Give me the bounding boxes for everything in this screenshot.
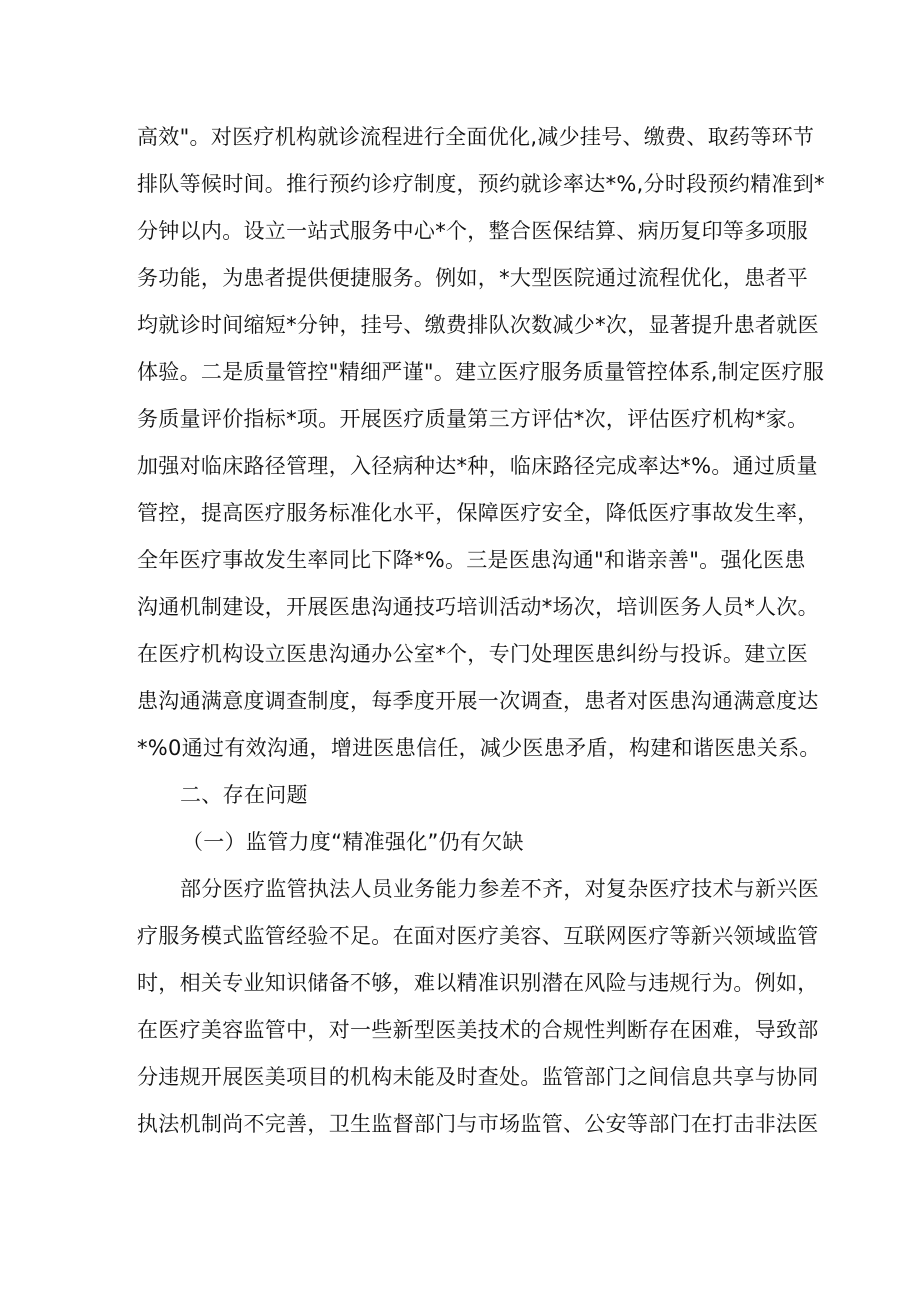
text-line: 时，相关专业知识储备不够，难以精准识别潜在风险与违规行为。例如， <box>137 971 819 995</box>
section-heading: 二、存在问题 <box>180 783 308 807</box>
text-line: 体验。二是质量管控"精细严谨"。建立医疗服务质量管控体系,制定医疗服 <box>137 360 825 384</box>
text-line: 加强对临床路径管理，入径病种达*种，临床路径完成率达*%。通过质量 <box>137 454 818 478</box>
text-line: 在医疗机构设立医患沟通办公室*个，专门处理医患纠纷与投诉。建立医 <box>137 642 809 666</box>
text-line: 管控，提高医疗服务标准化水平，保障医疗安全，降低医疗事故发生率， <box>137 501 819 525</box>
text-line: *%0通过有效沟通，增进医患信任，减少医患矛盾，构建和谐医患关系。 <box>137 736 821 760</box>
text-line: 疗服务模式监管经验不足。在面对医疗美容、互联网医疗等新兴领域监管 <box>137 924 819 948</box>
text-line: 排队等候时间。推行预约诊疗制度，预约就诊率达*%,分时段预约精准到* <box>137 172 825 196</box>
text-line: 执法机制尚不完善，卫生监督部门与市场监管、公安等部门在打击非法医 <box>137 1112 819 1136</box>
text-line: 分钟以内。设立一站式服务中心*个，整合医保结算、病历复印等多项服 <box>137 219 809 243</box>
text-line: 患沟通满意度调查制度，每季度开展一次调查，患者对医患沟通满意度达 <box>137 689 819 713</box>
text-line: 在医疗美容监管中，对一些新型医美技术的合规性判断存在困难，导致部 <box>137 1018 819 1042</box>
text-line: 部分医疗监管执法人员业务能力参差不齐，对复杂医疗技术与新兴医 <box>180 877 819 901</box>
text-line: 沟通机制建设，开展医患沟通技巧培训活动*场次，培训医务人员*人次。 <box>137 595 819 619</box>
text-line: 务功能，为患者提供便捷服务。例如，*大型医院通过流程优化，患者平 <box>137 266 809 290</box>
text-line: 分违规开展医美项目的机构未能及时查处。监管部门之间信息共享与协同 <box>137 1065 819 1089</box>
text-line: 全年医疗事故发生率同比下降*%。三是医患沟通"和谐亲善"。强化医患 <box>137 548 806 572</box>
text-line: 务质量评价指标*项。开展医疗质量第三方评估*次，评估医疗机构*家。 <box>137 407 809 431</box>
subsection-heading: （一）监管力度“精准强化”仍有欠缺 <box>182 830 524 854</box>
text-line: 均就诊时间缩短*分钟，挂号、缴费排队次数减少*次，显著提升患者就医 <box>137 313 819 337</box>
text-line: 高效"。对医疗机构就诊流程进行全面优化,减少挂号、缴费、取药等环节 <box>137 125 815 149</box>
